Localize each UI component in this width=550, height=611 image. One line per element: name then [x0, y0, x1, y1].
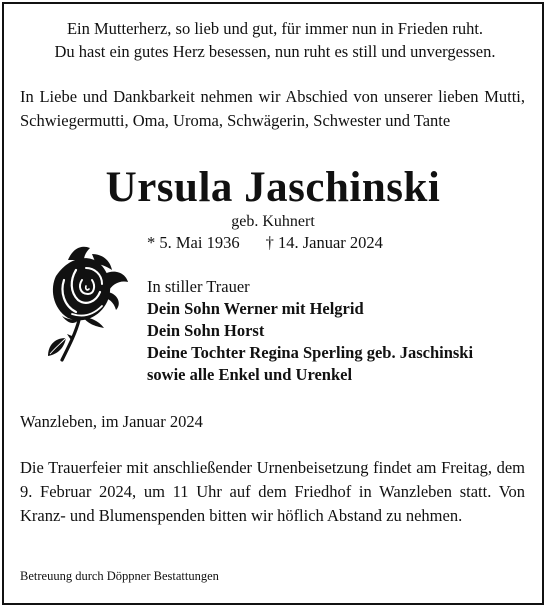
- verse-line-1: Ein Mutterherz, so lieb und gut, für immer nun in Frieden ruht.: [66, 19, 484, 38]
- ceremony-text: Die Trauerfeier mit anschließender Urnenbeisetzung findet am Freitag, dem 9. Februar 2024, um 11 Uhr auf dem Friedhof in Wanzleben statt. Von Kranz- und Blumenspenden bitten wir höflich Abstand zu nehmen.: [20, 458, 525, 525]
- place-date: Wanzleben, im Januar 2024: [20, 412, 203, 431]
- birth-date: * 5. Mai 1936: [147, 233, 240, 252]
- death-date: † 14. Januar 2024: [265, 233, 383, 252]
- deceased-name: Ursula Jaschinski: [105, 164, 441, 211]
- intro-text: In Liebe und Dankbarkeit nehmen wir Abschied von unserer lieben Mutti, Schwiegermutti, Oma, Uroma, Schwägerin, Schwester und Tante: [20, 87, 525, 130]
- maiden-name: geb. Kuhnert: [231, 213, 315, 230]
- mourner-line: Deine Tochter Regina Sperling geb. Jaschinski: [147, 343, 474, 362]
- life-dates: [147, 233, 383, 253]
- funeral-home-credit: Betreuung durch Döppner Bestattungen: [20, 569, 219, 583]
- mourners-intro: In stiller Trauer: [147, 277, 250, 296]
- mourner-line: sowie alle Enkel und Urenkel: [147, 365, 353, 384]
- mourners: [147, 276, 473, 386]
- rose-icon: [32, 234, 132, 366]
- verse-line-2: Du hast ein gutes Herz besessen, nun ruht es still und unvergessen.: [54, 42, 496, 61]
- mourner-line: Dein Sohn Horst: [147, 321, 265, 340]
- mourner-line: Dein Sohn Werner mit Helgrid: [147, 299, 364, 318]
- verse: [10, 17, 540, 63]
